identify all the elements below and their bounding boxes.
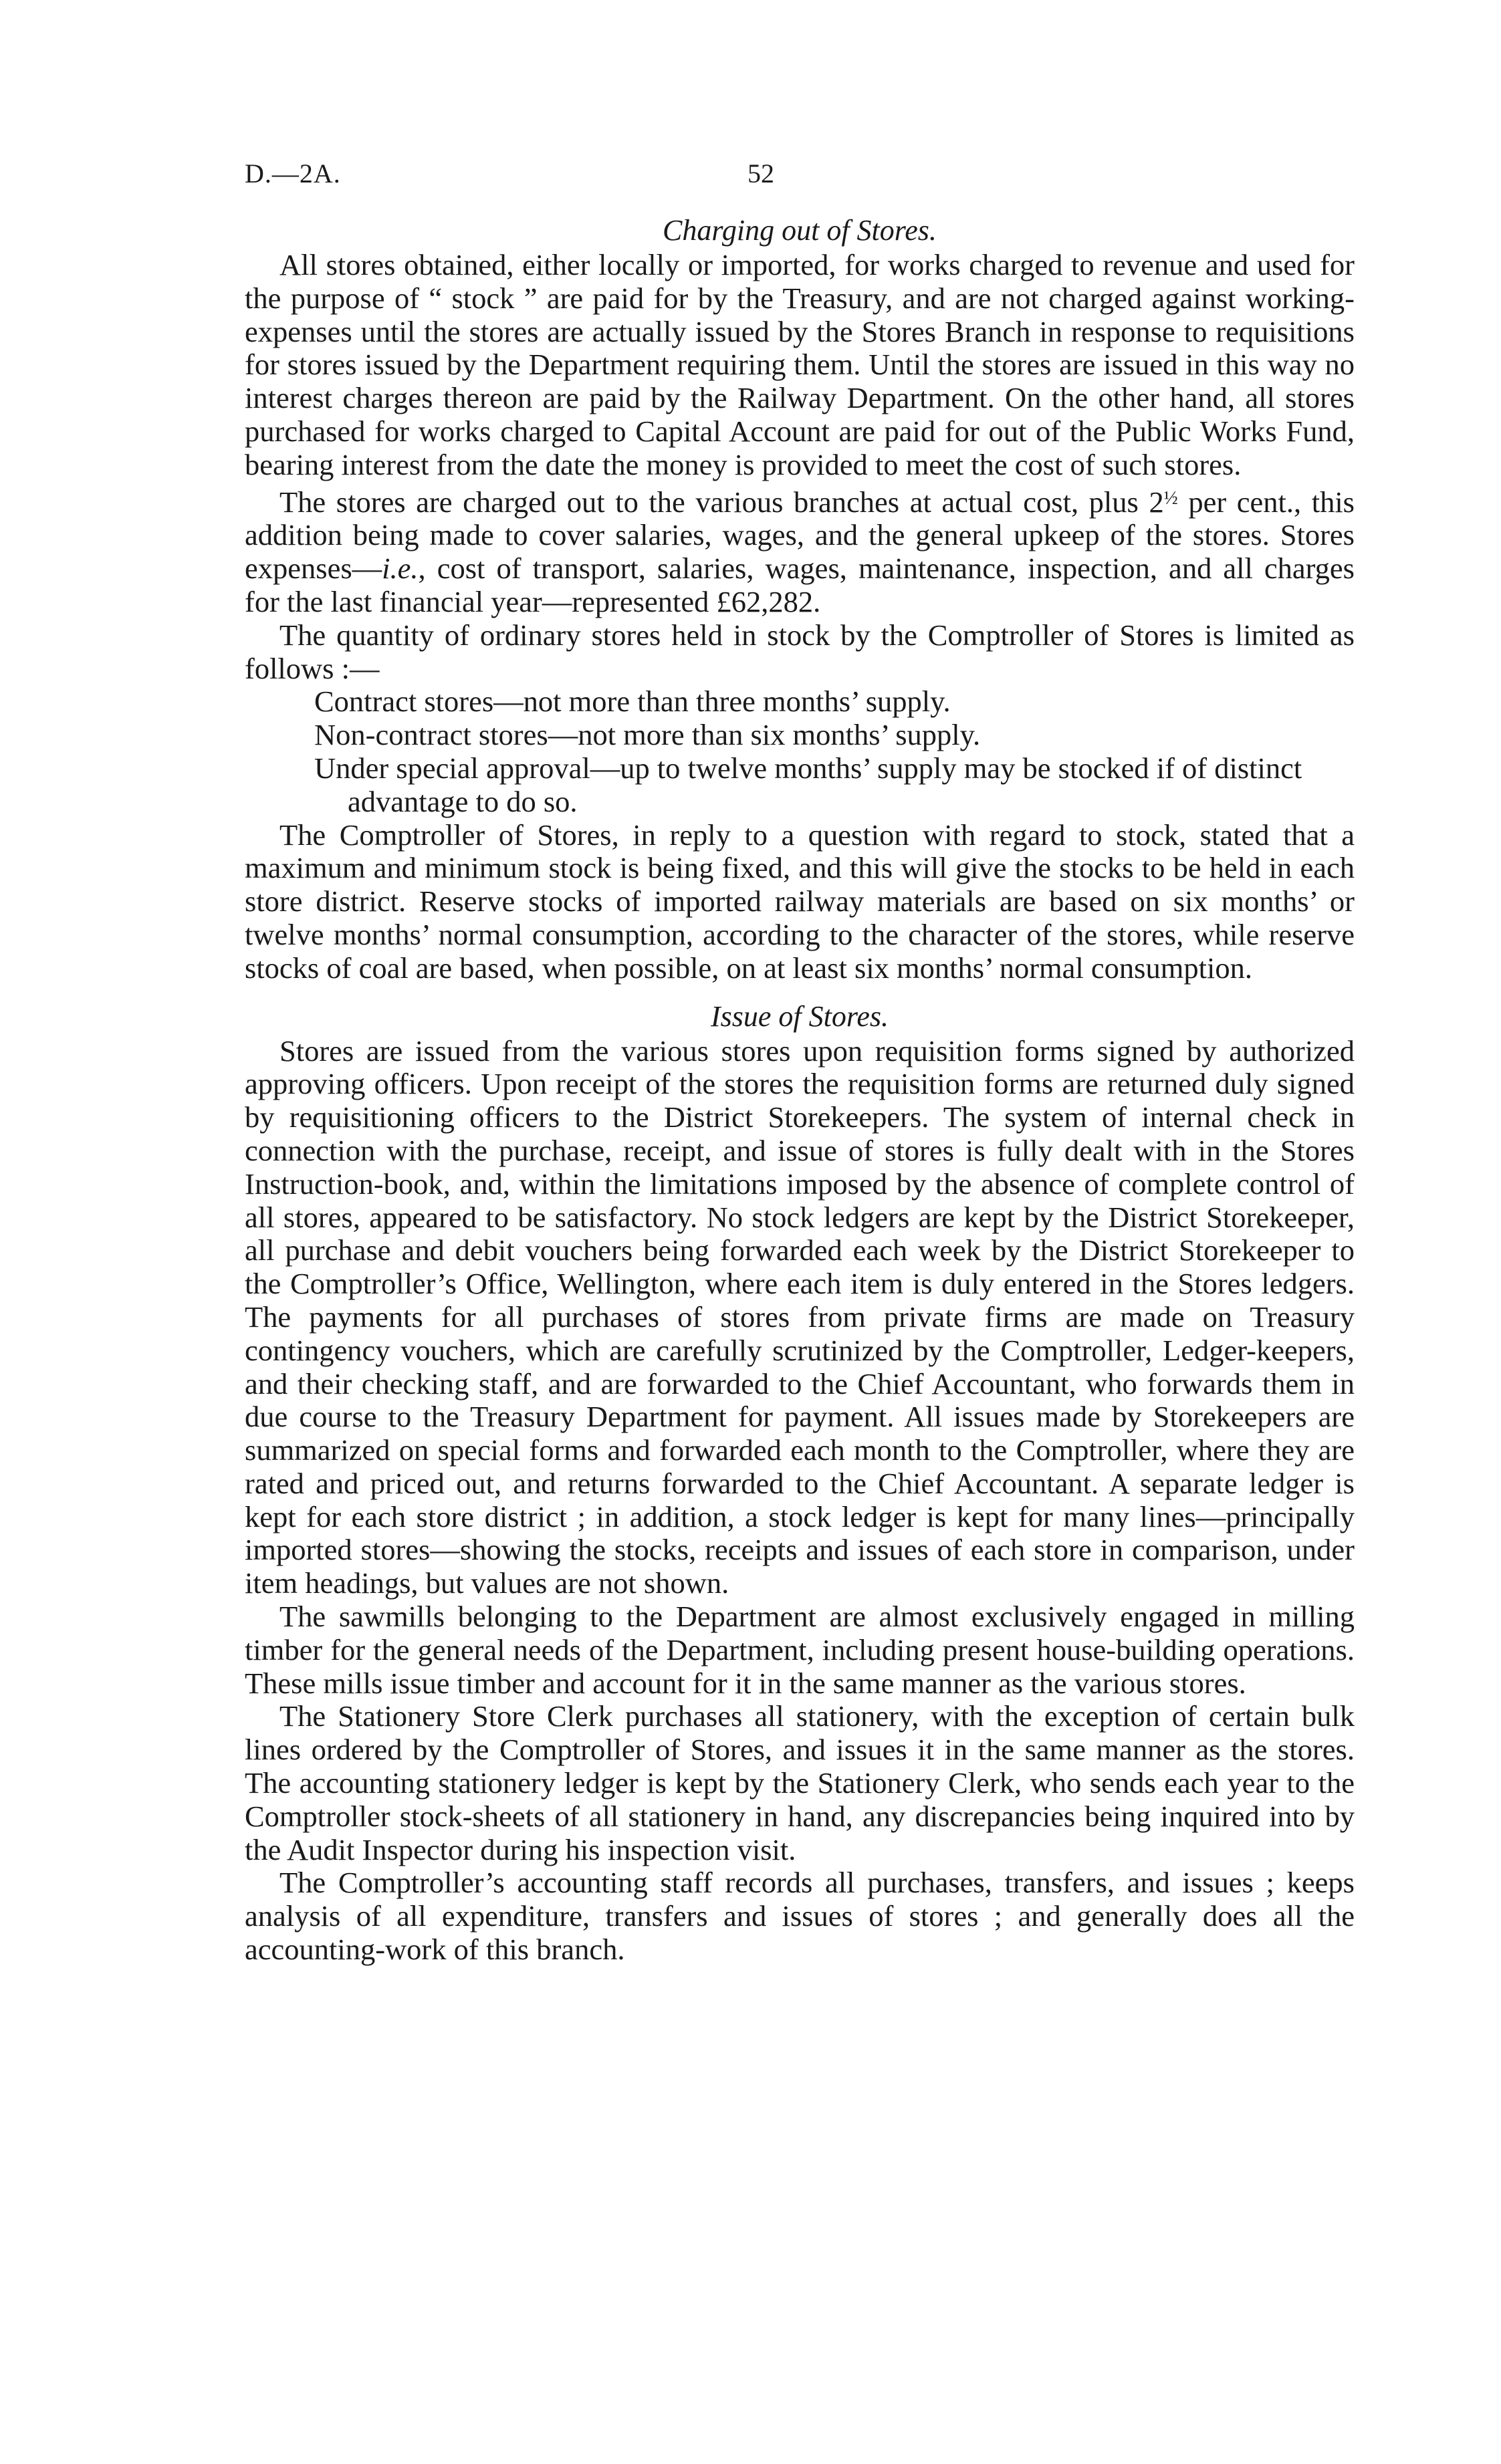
paragraph-issue-2: The sawmills belonging to the Department are almost exclusively engaged in milling timber for the general needs of the Department, including present house-building operations. These mills issue timber and account for it in the same manner as the various stores. bbox=[245, 1600, 1355, 1700]
text-run: , cost of transport, salaries, wages, maintenance, inspection, and all charges for the last financial year—represented £62,282. bbox=[245, 551, 1355, 618]
text-run: per cent., this addition being made to cover salaries, wages, and the general upkeep of the stores. Stores expenses— bbox=[245, 485, 1355, 586]
document-reference: D.—2A. bbox=[245, 158, 341, 189]
paragraph-issue-3: The Stationery Store Clerk purchases all stationery, with the exception of certain bulk lines ordered by the Comptroller of Stores, and issues it in the same manner as the stores. The accounting stationery ledger is kept by the Stationery Clerk, who sends each year to the Comptroller stock-sheets of all stationery in hand, any discrepancies being inquired into by the Audit Inspector during his inspection visit. bbox=[245, 1699, 1355, 1866]
page-body bbox=[245, 214, 1355, 1967]
paragraph-charging-1: All stores obtained, either locally or imported, for works charged to revenue and used for the purpose of “ stock ” are paid for by the Treasury, and are not charged against working-expenses until the stores are actually issued by the Stores Branch in response to requisitions for stores issued by the Department requiring them. Until the stores are issued in this way no interest charges thereon are paid by the Railway Department. On the other hand, all stores purchased for works charged to Capital Account are paid for out of the Public Works Fund, bearing interest from the date the money is provided to meet the cost of such stores. bbox=[245, 248, 1355, 481]
list-item: Non-contract stores—not more than six months’ supply. bbox=[314, 718, 981, 752]
text-run: The stores are charged out to the various branches at actual cost, plus 2 bbox=[279, 485, 1164, 519]
page-number: 52 bbox=[747, 158, 774, 189]
stock-limits-list bbox=[245, 685, 1355, 818]
list-item: Under special approval—up to twelve months’ supply may be stocked if of distinct advantage to do so. bbox=[314, 751, 1302, 818]
fraction-half: ½ bbox=[1163, 487, 1178, 509]
section-heading-issue: Issue of Stores. bbox=[710, 999, 889, 1033]
paragraph-issue-1: Stores are issued from the various stores upon requisition forms signed by authorized approving officers. Upon receipt of the stores the requisition forms are returned duly signed by requisitioning officers to the District Storekeepers. The system of internal check in connection with the purchase, receipt, and issue of stores is fully dealt with in the Stores Instruction-book, and, within the limitations imposed by the absence of complete control of all stores, appeared to be satisfactory. No stock ledgers are kept by the District Storekeeper, all purchase and debit vouchers being forwarded each week by the District Storekeeper to the Comptroller’s Office, Wellington, where each item is duly entered in the Stores ledgers. The payments for all purchases of stores from private firms are made on Treasury contingency vouchers, which are carefully scrutinized by the Comptroller, Ledger-keepers, and their checking staff, and are forwarded to the Chief Accountant, who forwards them in due course to the Treasury Department for payment. All issues made by Storekeepers are summarized on special forms and forwarded each month to the Comptroller, where they are rated and priced out, and returns forwarded to the Chief Accountant. A separate ledger is kept for each store district ; in addition, a stock ledger is kept for many lines—principally imported stores—showing the stocks, receipts and issues of each store in comparison, under item headings, but values are not shown. bbox=[245, 1033, 1355, 1600]
paragraph-charging-4: The Comptroller of Stores, in reply to a question with regard to stock, stated that a maximum and minimum stock is being fixed, and this will give the stocks to be held in each store district. Reserve stocks of imported railway materials are based on six months’ or twelve months’ normal consumption, according to the character of the stores, while reserve stocks of coal are based, when possible, on at least six months’ normal consumption. bbox=[245, 818, 1355, 985]
paragraph-charging-2 bbox=[245, 482, 1355, 619]
paragraph-issue-4: The Comptroller’s accounting staff records all purchases, transfers, and issues ; keeps analysis of all expenditure, transfers and issues of stores ; and generally does all the accounting-work of this branch. bbox=[245, 1866, 1355, 1967]
paragraph-charging-3: The quantity of ordinary stores held in stock by the Comptroller of Stores is limited as follows :— bbox=[245, 618, 1355, 685]
section-heading-charging: Charging out of Stores. bbox=[663, 214, 937, 247]
section-gap bbox=[245, 985, 1355, 1000]
italic-abbreviation: i.e. bbox=[382, 551, 419, 586]
page-header bbox=[245, 158, 1337, 198]
list-item: Contract stores—not more than three months’ supply. bbox=[314, 685, 951, 719]
